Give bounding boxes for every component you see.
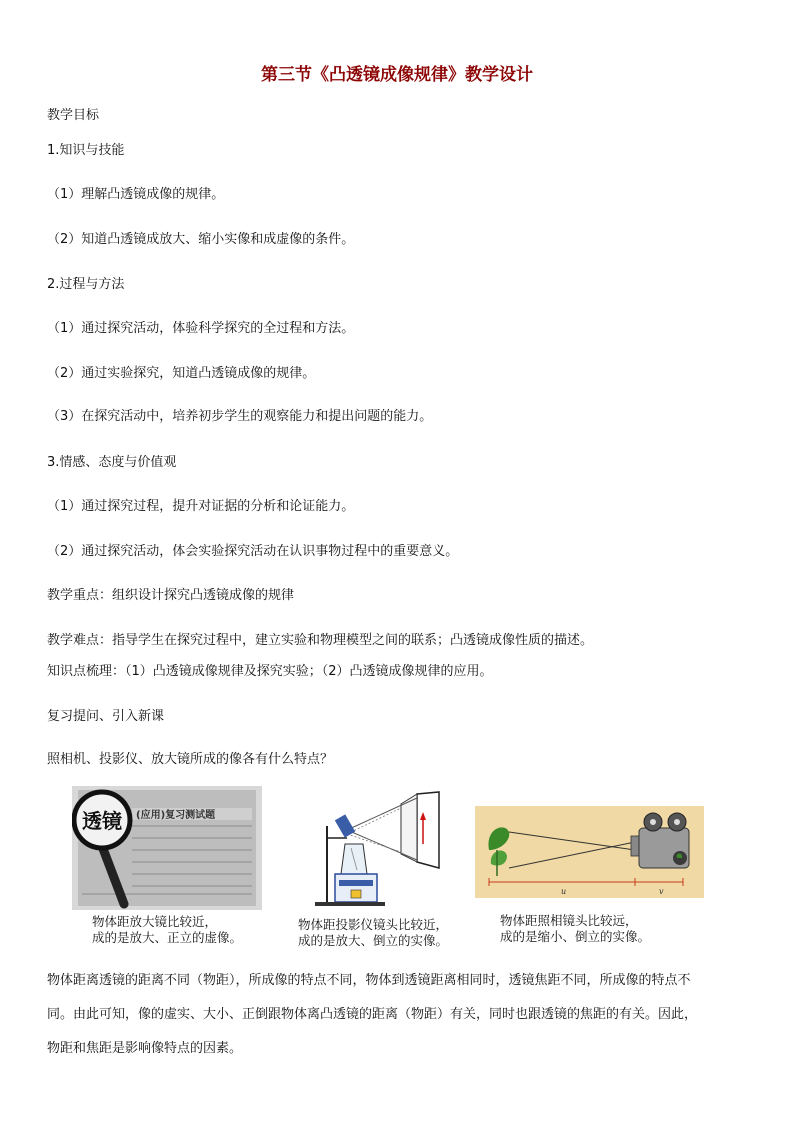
lens-text: 透镜 <box>82 809 122 833</box>
camera-caption-line1: 物体距照相镜头比较远， <box>500 913 638 928</box>
magnifier-illustration <box>72 786 262 910</box>
subheading: 2.过程与方法 <box>47 277 125 292</box>
camera-illustration <box>475 806 704 898</box>
projector-caption-line2: 成的是放大、倒立的实像。 <box>298 933 449 948</box>
knowledge-summary: 知识点梳理：（1）凸透镜成像规律及探究实验；（2）凸透镜成像规律的应用。 <box>47 664 493 679</box>
paragraph-line: 同。由此可知，像的虚实、大小、正倒跟物体离凸透镜的距离（物距）有关，同时也跟透镜的焦距的有关。因此， <box>47 1007 698 1022</box>
list-item: （2）通过探究活动，体会实验探究活动在认识事物过程中的重要意义。 <box>47 544 459 559</box>
paragraph-line: 物距和焦距是影响像特点的因素。 <box>47 1041 243 1056</box>
magnifier-figure <box>72 786 262 910</box>
conclusion-paragraph <box>47 964 752 1066</box>
subheading: 1.知识与技能 <box>47 143 125 158</box>
label-u: u <box>561 887 567 896</box>
question: 照相机、投影仪、放大镜所成的像各有什么特点？ <box>47 752 334 767</box>
section-heading: 复习提问、引入新课 <box>47 709 165 724</box>
list-item: （1）通过探究活动，体验科学探究的全过程和方法。 <box>47 321 355 336</box>
projector-caption-line1: 物体距投影仪镜头比较近， <box>298 917 449 932</box>
teaching-difficulty: 教学难点：指导学生在探究过程中，建立实验和物理模型之间的联系；凸透镜成像性质的描述。 <box>47 633 594 648</box>
list-item: （1）通过探究过程，提升对证据的分析和论证能力。 <box>47 499 355 514</box>
list-item: （2）通过实验探究，知道凸透镜成像的规律。 <box>47 366 316 381</box>
projector-illustration <box>305 790 445 915</box>
label-v: v <box>659 887 664 896</box>
list-item: （3）在探究活动中，培养初步学生的观察能力和提出问题的能力。 <box>47 409 433 424</box>
subheading: 3.情感、态度与价值观 <box>47 455 177 470</box>
camera-figure <box>475 806 704 898</box>
list-item: （2）知道凸透镜成放大、缩小实像和成虚像的条件。 <box>47 232 355 247</box>
camera-caption-line2: 成的是缩小、倒立的实像。 <box>500 929 651 944</box>
magnifier-caption-line2: 成的是放大、正立的虚像。 <box>92 930 243 945</box>
teaching-focus: 教学重点：组织设计探究凸透镜成像的规律 <box>47 588 295 603</box>
paper-heading: (应用)复习测试题 <box>136 810 216 821</box>
section-heading: 教学目标 <box>47 108 100 123</box>
paragraph-line: 物体距离透镜的距离不同（物距），所成像的特点不同，物体到透镜距离相同时，透镜焦距不同，所成像的特点不 <box>47 973 691 988</box>
page-title: 第三节《凸透镜成像规律》教学设计 <box>261 65 533 85</box>
list-item: （1）理解凸透镜成像的规律。 <box>47 187 225 202</box>
magnifier-caption-line1: 物体距放大镜比较近， <box>92 914 218 929</box>
projector-figure <box>305 790 445 915</box>
